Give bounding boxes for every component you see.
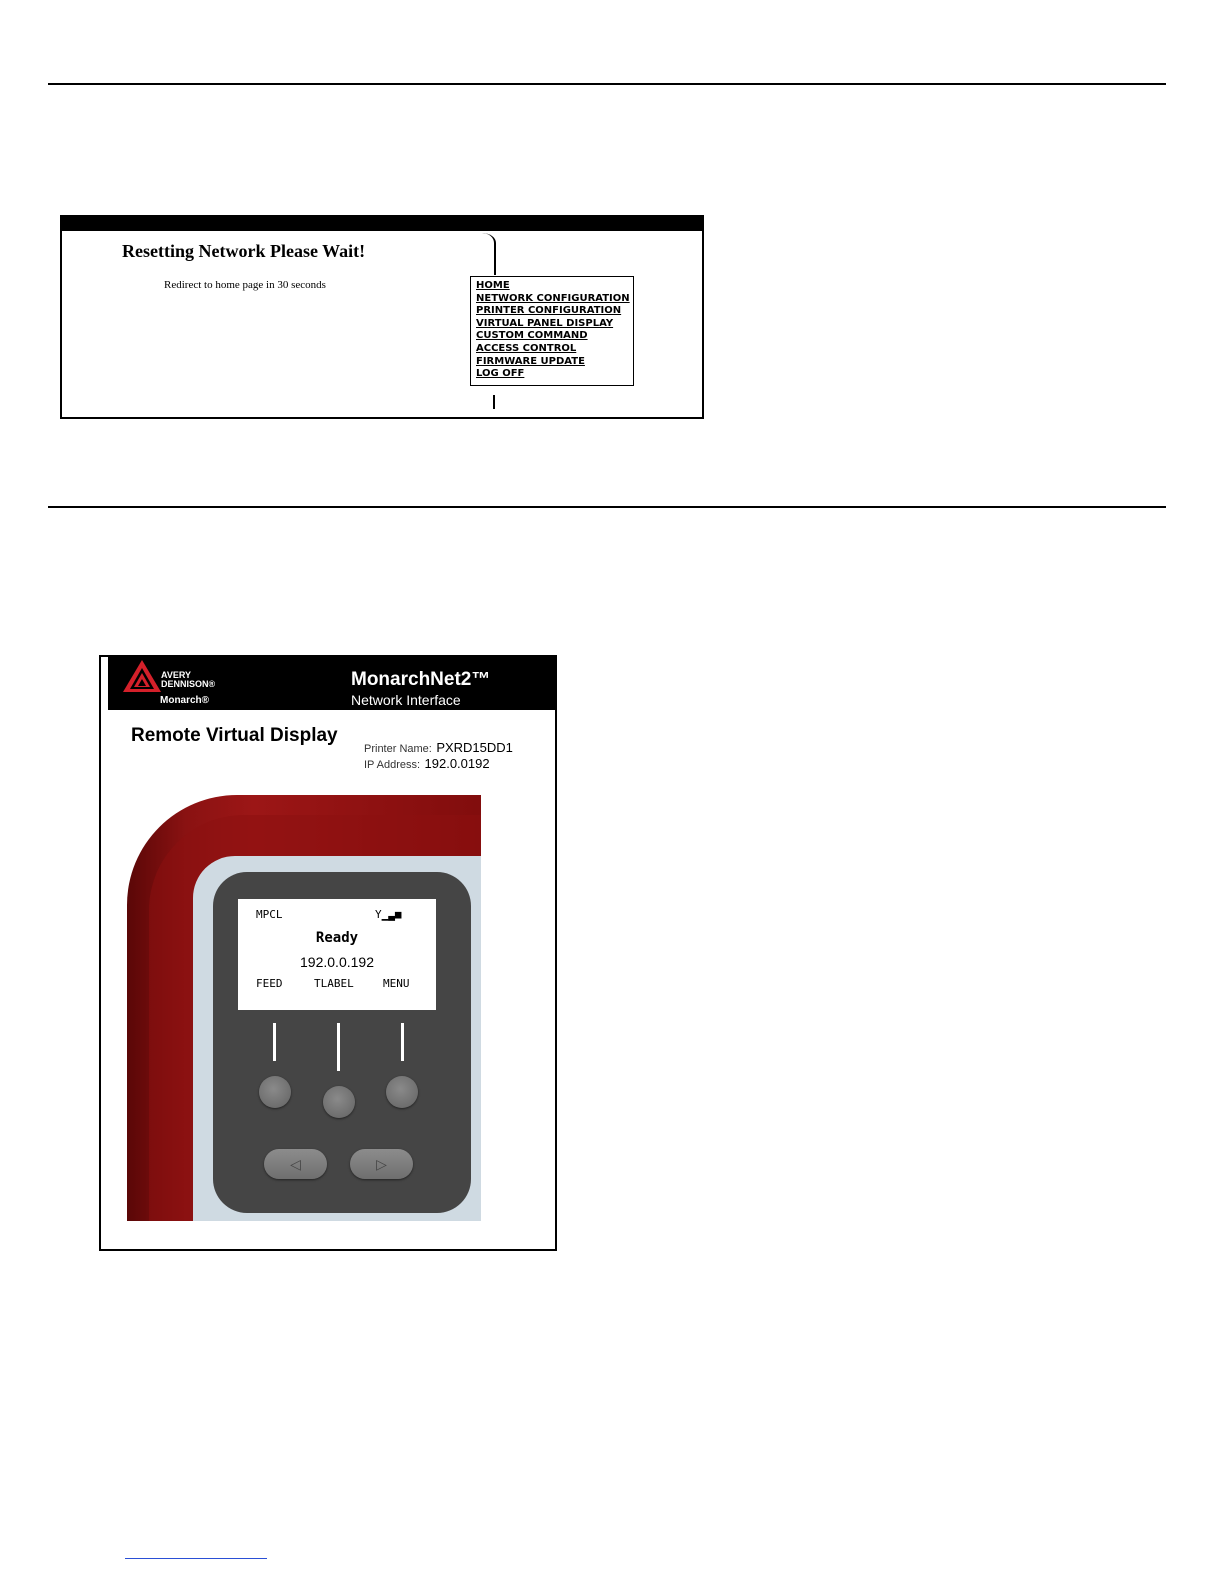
menu-home[interactable]: HOME <box>476 280 510 291</box>
logo-wordmark <box>161 671 215 689</box>
logo-line-1: AVERY <box>161 670 192 680</box>
softkey-label-tlabel: TLABEL <box>314 977 354 990</box>
menu-virtual-panel-display[interactable]: VIRTUAL PANEL DISPLAY <box>476 317 614 329</box>
header-banner <box>108 657 555 710</box>
title-bar <box>62 217 702 231</box>
left-arrow-button[interactable] <box>264 1149 327 1179</box>
ip-address-value: 192.0.0192 <box>424 756 490 771</box>
avery-dennison-logo-icon <box>122 659 162 693</box>
menu-access-control[interactable]: ACCESS CONTROL <box>476 342 577 354</box>
reset-network-screenshot <box>60 215 704 419</box>
page-title: Remote Virtual Display <box>131 725 338 746</box>
softkey-button-menu[interactable] <box>386 1076 418 1108</box>
softkey-indicator-center <box>337 1023 340 1071</box>
left-arrow-icon: ◁ <box>290 1156 301 1172</box>
brand-title: MonarchNet2™ <box>351 669 491 690</box>
softkey-button-feed[interactable] <box>259 1076 291 1108</box>
nav-menu <box>470 276 634 386</box>
lcd-screen <box>238 899 436 1010</box>
redirect-message: Redirect to home page in 30 seconds <box>164 279 326 291</box>
lcd-mode: MPCL <box>256 908 283 921</box>
ip-address-row <box>364 755 490 773</box>
menu-log-off[interactable]: LOG OFF <box>476 368 525 380</box>
bracket-top <box>480 233 496 275</box>
menu-custom-command[interactable]: CUSTOM COMMAND <box>476 330 588 342</box>
top-divider <box>48 83 1166 85</box>
softkey-button-tlabel[interactable] <box>323 1086 355 1118</box>
softkey-label-feed: FEED <box>256 977 283 990</box>
ip-address-label: IP Address: <box>364 759 421 771</box>
reset-heading: Resetting Network Please Wait! <box>122 241 366 261</box>
softkey-label-menu: MENU <box>383 977 410 990</box>
menu-network-configuration[interactable]: NETWORK CONFIGURATION <box>476 292 630 304</box>
logo-line-2: DENNISON® <box>161 679 216 689</box>
printer-panel-image <box>127 795 481 1221</box>
brand-subtitle: Network Interface <box>351 692 461 708</box>
menu-printer-configuration[interactable]: PRINTER CONFIGURATION <box>476 305 622 317</box>
signal-strength-icon: Y▁▃■ <box>375 908 402 921</box>
middle-divider <box>48 506 1166 508</box>
remote-virtual-display-screenshot <box>99 655 557 1251</box>
lcd-status: Ready <box>315 930 359 946</box>
right-arrow-icon: ▷ <box>376 1156 387 1172</box>
printer-name-value: PXRD15DD1 <box>436 740 513 755</box>
lcd-ip: 192.0.0.192 <box>300 954 374 970</box>
softkey-indicator-right <box>401 1023 404 1061</box>
footnote-link-underline <box>125 1558 267 1559</box>
softkey-indicator-left <box>273 1023 276 1061</box>
printer-name-label: Printer Name: <box>364 743 432 755</box>
bracket-bottom <box>493 395 495 409</box>
menu-firmware-update[interactable]: FIRMWARE UPDATE <box>476 355 585 367</box>
right-arrow-button[interactable] <box>350 1149 413 1179</box>
logo-sub: Monarch® <box>160 695 210 706</box>
